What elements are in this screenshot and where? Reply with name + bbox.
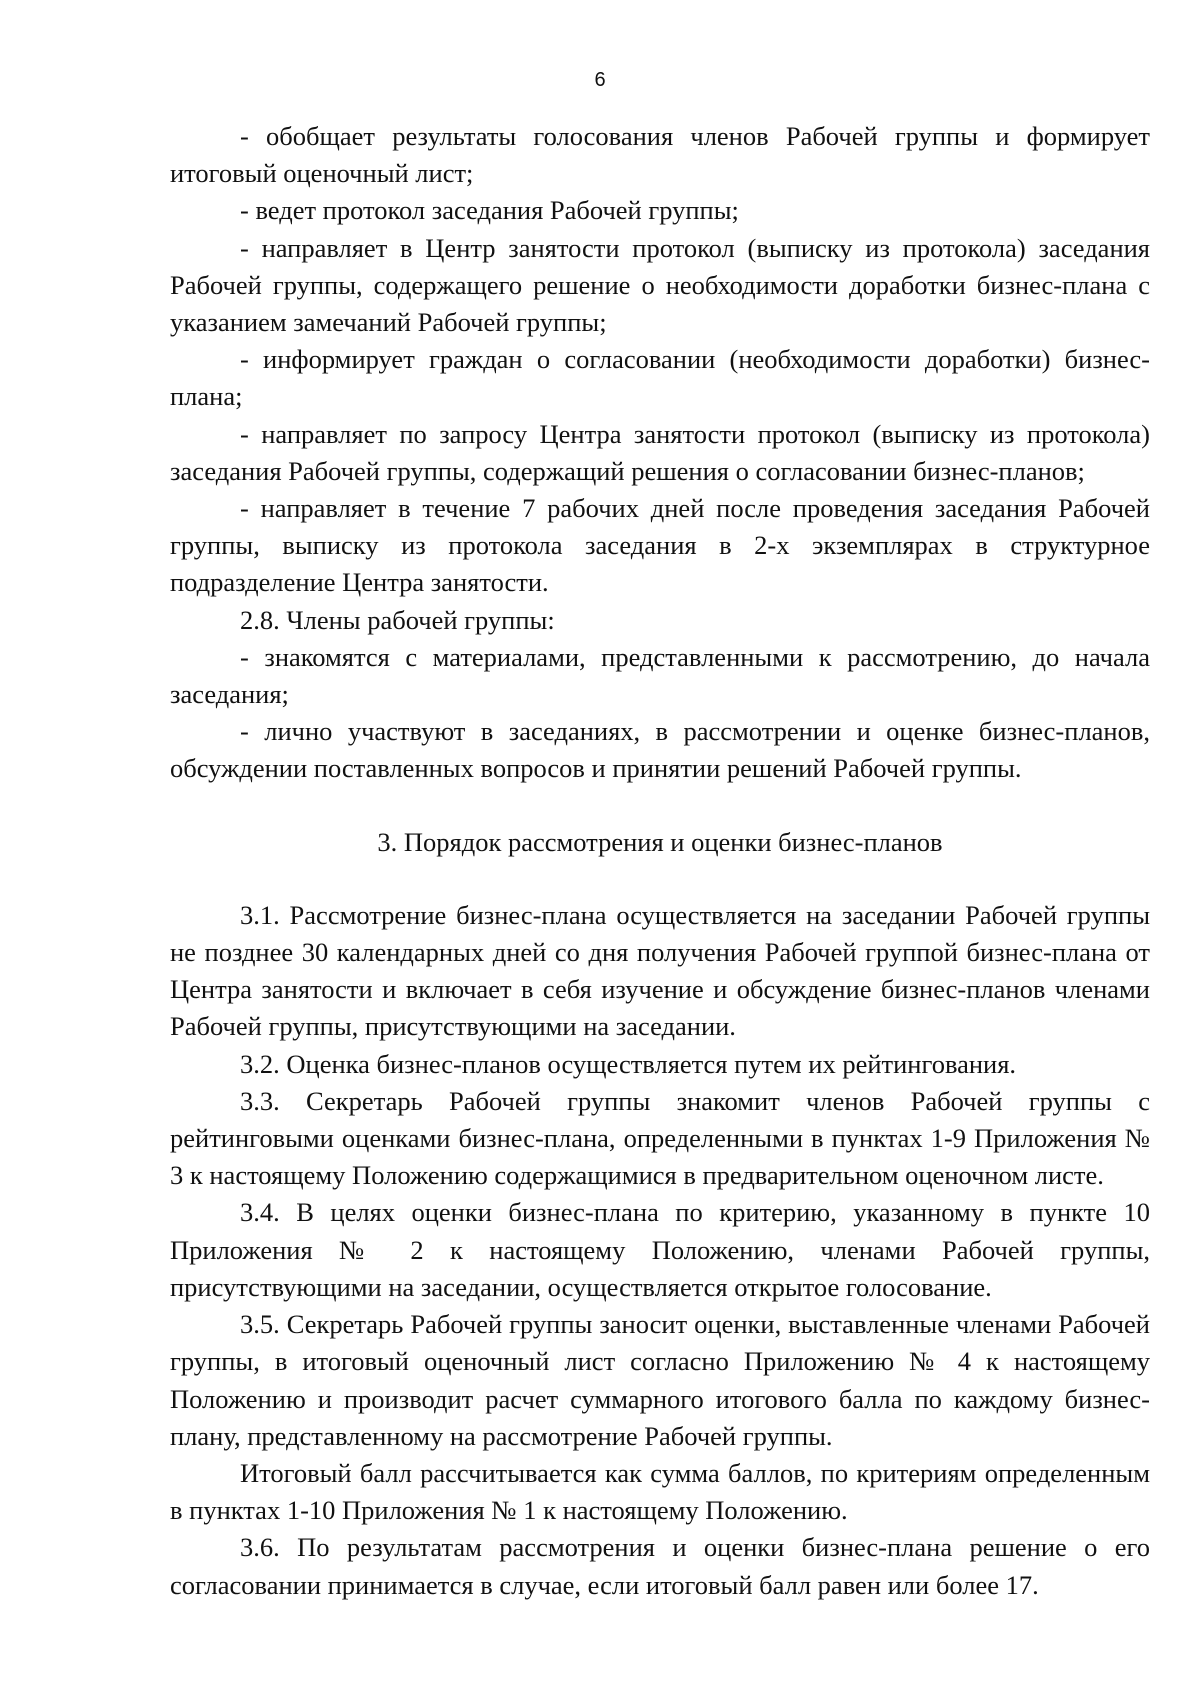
paragraph: 3.4. В целях оценки бизнес-плана по критерию, указанному в пункте 10 Приложения № 2 к настоящему Положению, членами Рабочей группы, присутствующими на заседании, осуществляется открытое голосование. [170, 1197, 1150, 1302]
paragraph: 3.1. Рассмотрение бизнес-плана осуществляется на заседании Рабочей группы не позднее 30 календарных дней со дня получения Рабочей группой бизнес-плана от Центра занятости и включает в себя изучение и обсуждение бизнес-планов членами Рабочей группы, присутствующими на заседании. [170, 899, 1150, 1042]
paragraph: - направляет в Центр занятости протокол (выписку из протокола) заседания Рабочей группы, содержащего решение о необходимости доработки бизнес-плана с указанием замечаний Рабочей группы; [170, 232, 1150, 338]
paragraph: 2.8. Члены рабочей группы: [240, 604, 555, 635]
paragraph: - ведет протокол заседания Рабочей группы; [240, 195, 739, 226]
paragraph: - знакомятся с материалами, представленными к рассмотрению, до начала заседания; [170, 641, 1150, 710]
paragraph: - направляет в течение 7 рабочих дней после проведения заседания Рабочей группы, выписку из протокола заседания в 2-х экземплярах в структурное подразделение Центра занятости. [170, 493, 1150, 598]
paragraph: - обобщает результаты голосования членов Рабочей группы и формирует итоговый оценочный лист; [170, 121, 1150, 189]
paragraph: 3.6. По результатам рассмотрения и оценки бизнес-плана решение о его согласовании принимается в случае, если итоговый балл равен или более 17. [170, 1532, 1150, 1600]
paragraph: 3.2. Оценка бизнес-планов осуществляется путем их рейтингования. [240, 1048, 1017, 1079]
paragraph: - направляет по запросу Центра занятости протокол (выписку из протокола) заседания Рабочей группы, содержащий решения о согласовании бизнес-планов; [170, 418, 1150, 486]
page-number: 6 [594, 69, 606, 91]
document-body [170, 118, 1150, 1604]
paragraph: - лично участвуют в заседаниях, в рассмотрении и оценке бизнес-планов, обсуждении поставленных вопросов и принятии решений Рабочей группы. [170, 716, 1150, 784]
paragraph: - информирует граждан о согласовании (необходимости доработки) бизнес-плана; [170, 344, 1150, 412]
paragraph: 3.5. Секретарь Рабочей группы заносит оценки, выставленные членами Рабочей группы, в итоговый оценочный лист согласно Приложению № 4 к настоящему Положению и производит расчет суммарного итогового балла по каждому бизнес-плану, представленному на рассмотрение Рабочей группы. [170, 1309, 1150, 1451]
paragraph: Итоговый балл рассчитывается как сумма баллов, по критериям определенным в пунктах 1-10 Приложения № 1 к настоящему Положению. [170, 1457, 1150, 1526]
paragraph: 3.3. Секретарь Рабочей группы знакомит членов Рабочей группы с рейтинговыми оценками бизнес-плана, определенными в пунктах 1-9 Приложения № 3 к настоящему Положению содержащимися в предварительном оценочном листе. [170, 1085, 1150, 1191]
section-heading: 3. Порядок рассмотрения и оценки бизнес-планов [377, 826, 943, 857]
